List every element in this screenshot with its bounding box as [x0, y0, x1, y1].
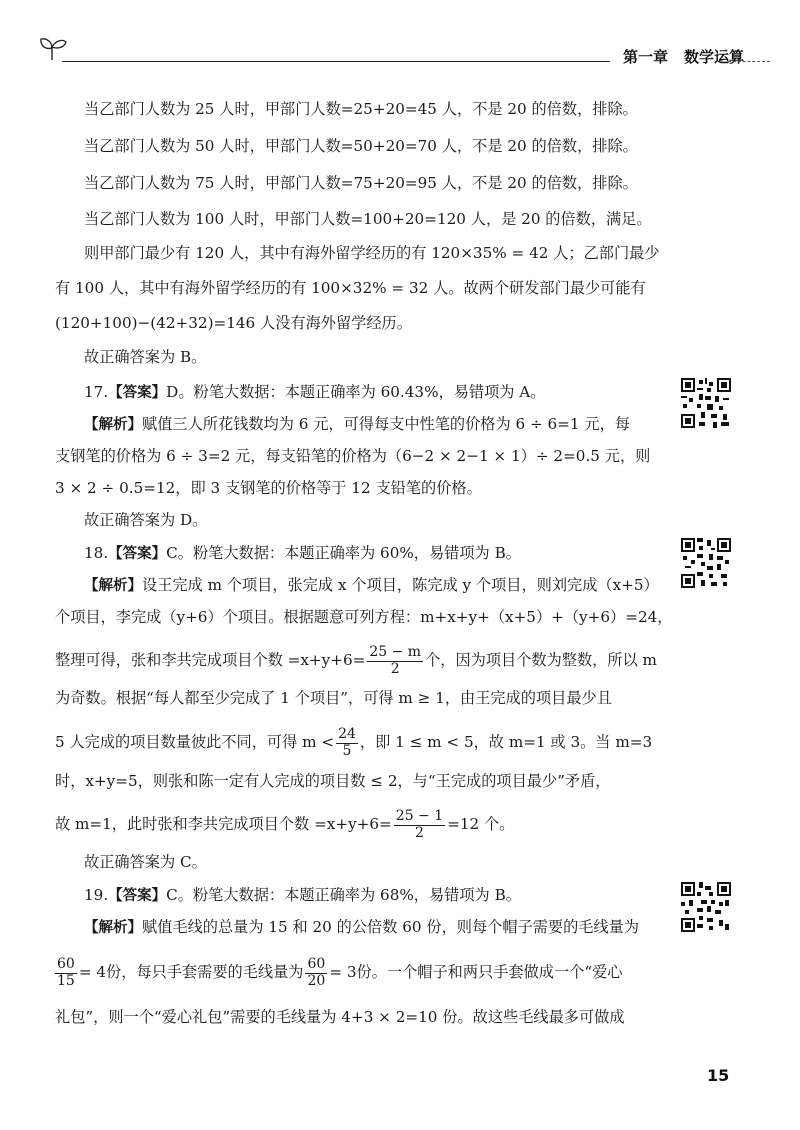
qr-code-icon[interactable]	[681, 378, 731, 428]
fraction-numerator: 25 − 1	[395, 808, 444, 825]
question-number: 18.	[84, 544, 109, 562]
answer-tag: 【答案】	[108, 888, 167, 904]
fraction	[55, 957, 77, 989]
fraction-denominator: 20	[307, 972, 326, 989]
qr-code-icon[interactable]	[681, 882, 731, 932]
analysis-tag: 【解析】	[84, 578, 142, 594]
analysis-text: 赋值毛线的总量为 15 和 20 的公倍数 60 份，则每个帽子需要的毛线量为	[142, 918, 640, 936]
fraction	[394, 809, 445, 841]
fraction-denominator: 5	[342, 742, 352, 759]
fraction-denominator: 2	[415, 824, 424, 841]
text-line: 当乙部门人数为 100 人时，甲部门人数=100+20=120 人，是 20 的倍数，满足。	[84, 210, 652, 228]
fraction	[305, 957, 327, 989]
analysis-line	[84, 916, 639, 938]
answer-tag: 【答案】	[108, 385, 167, 401]
text-line-with-fraction	[55, 642, 657, 678]
fraction-numerator: 24	[338, 726, 356, 743]
fraction	[367, 645, 423, 677]
text-segment: ，即 1 ≤ m < 5，故 m=1 或 3。当 m=3	[359, 733, 653, 751]
text-segment: 个，因为项目个数为整数，所以 m	[425, 651, 657, 669]
text-segment: 故 m=1，此时张和李共完成项目个数 =x+y+6=	[55, 815, 392, 833]
qr-code-icon[interactable]	[681, 538, 731, 588]
text-segment: = 4份，每只手套需要的毛线量为	[78, 963, 304, 981]
text-line: 当乙部门人数为 25 人时，甲部门人数=25+20=45 人，不是 20 的倍数，排除。	[84, 100, 638, 118]
fraction-numerator: 60	[57, 956, 75, 973]
fraction-numerator: 60	[307, 956, 326, 973]
fraction-numerator: 25 − m	[369, 644, 422, 661]
fraction	[336, 727, 358, 759]
text-line: 当乙部门人数为 75 人时，甲部门人数=75+20=95 人，不是 20 的倍数，排除。	[84, 174, 638, 192]
analysis-line	[84, 413, 630, 435]
chapter-label: 第一章	[623, 48, 669, 66]
text-line: 时，x+y=5，则张和陈一定有人完成的项目数 ≤ 2，与“王完成的项目最少”矛盾，	[55, 772, 611, 790]
page-number: 15	[707, 1066, 730, 1085]
answer-text: C。粉笔大数据：本题正确率为 60%，易错项为 B。	[166, 544, 521, 562]
text-segment: 整理可得，张和李共完成项目个数 =x+y+6=	[55, 651, 366, 669]
analysis-tag: 【解析】	[84, 417, 142, 433]
text-line: 则甲部门最少有 120 人，其中有海外留学经历的有 120×35% = 42 人；乙部门最少	[84, 244, 660, 262]
question-number: 19.	[84, 886, 109, 904]
chapter-name: 数学运算	[684, 48, 745, 66]
text-segment: 5 人完成的项目数量彼此不同，可得 m <	[55, 733, 335, 751]
fraction-denominator: 15	[57, 972, 75, 989]
question-number: 17.	[84, 383, 109, 401]
answer-text: D。粉笔大数据：本题正确率为 60.43%，易错项为 A。	[166, 383, 546, 401]
text-line: 故正确答案为 B。	[84, 348, 207, 366]
text-line-with-fraction	[55, 952, 622, 992]
analysis-text: 赋值三人所花钱数均为 6 元，可得每支中性笔的价格为 6 ÷ 6=1 元，每	[142, 415, 630, 433]
text-line: 故正确答案为 D。	[84, 511, 208, 529]
text-line-with-fraction	[55, 724, 652, 760]
text-line: 支钢笔的价格为 6 ÷ 3=2 元，每支铅笔的价格为（6−2 × 2−1 × 1）÷ 2=0.5 元，则	[55, 447, 651, 465]
answer-line-19	[84, 884, 521, 906]
text-line: 礼包”，则一个“爱心礼包”需要的毛线量为 4+3 × 2=10 份。故这些毛线最多可做成	[55, 1008, 625, 1026]
text-segment: = 3份。一个帽子和两只手套做成一个“爱心	[329, 963, 623, 981]
analysis-text: 设王完成 m 个项目，张完成 x 个项目，陈完成 y 个项目，则刘完成（x+5）	[142, 576, 659, 594]
text-line: 为奇数。根据“每人都至少完成了 1 个项目”，可得 m ≥ 1，由王完成的项目最少且	[55, 689, 612, 707]
text-line: 故正确答案为 C。	[84, 853, 207, 871]
analysis-tag: 【解析】	[84, 920, 142, 936]
text-line: 有 100 人，其中有海外留学经历的有 100×32% = 32 人。故两个研发部门最少可能有	[55, 279, 646, 297]
text-line: 3 × 2 ÷ 0.5=12，即 3 支钢笔的价格等于 12 支铅笔的价格。	[55, 479, 482, 497]
text-segment: =12 个。	[447, 815, 515, 833]
fraction-denominator: 2	[390, 660, 400, 677]
answer-tag: 【答案】	[108, 546, 167, 562]
analysis-line	[84, 574, 659, 596]
answer-line-18	[84, 542, 521, 564]
text-line: (120+100)−(42+32)=146 人没有海外留学经历。	[55, 314, 412, 332]
answer-text: C。粉笔大数据：本题正确率为 68%，易错项为 B。	[166, 886, 521, 904]
text-line-with-fraction	[55, 806, 514, 842]
text-line: 当乙部门人数为 50 人时，甲部门人数=50+20=70 人，不是 20 的倍数，排除。	[84, 137, 638, 155]
answer-line-17	[84, 381, 545, 403]
text-line: 个项目，李完成（y+6）个项目。根据题意可列方程：m+x+y+（x+5）+（y+6）=24，	[55, 608, 673, 626]
